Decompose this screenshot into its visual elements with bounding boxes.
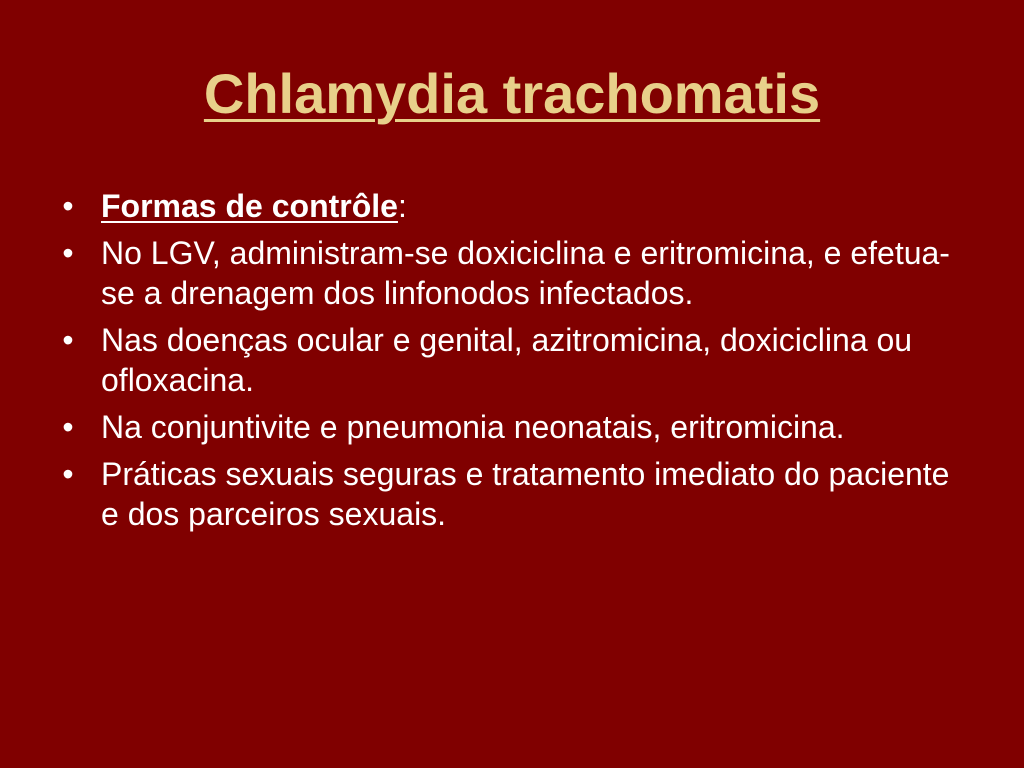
slide-title: Chlamydia trachomatis — [203, 62, 821, 125]
bullet-point-icon: • — [62, 322, 74, 358]
bullet-point-icon: • — [62, 409, 74, 445]
bullet-item-lgv — [58, 233, 958, 313]
bullet-point-icon: • — [62, 235, 74, 271]
bullet-item-control-forms — [58, 186, 958, 226]
bullet-item-prevention — [58, 454, 958, 534]
bullet-text: Práticas sexuais seguras e tratamento imediato do paciente e dos parceiros sexuais. — [101, 456, 950, 532]
bullet-text: Na conjuntivite e pneumonia neonatais, eritromicina. — [101, 409, 845, 445]
control-forms-heading: Formas de contrôle — [101, 188, 398, 224]
bullet-list — [58, 186, 958, 541]
bullet-item-ocular-genital — [58, 320, 958, 400]
bullet-point-icon: • — [62, 456, 74, 492]
control-forms-colon: : — [397, 188, 407, 224]
bullet-text: No LGV, administram-se doxiciclina e eritromicina, e efetua-se a drenagem dos linfonodos infectados. — [101, 235, 950, 311]
bullet-item-neonatal — [58, 407, 958, 447]
bullet-point-icon: • — [62, 188, 74, 224]
bullet-text: Nas doenças ocular e genital, azitromicina, doxiciclina ou ofloxacina. — [101, 322, 913, 398]
